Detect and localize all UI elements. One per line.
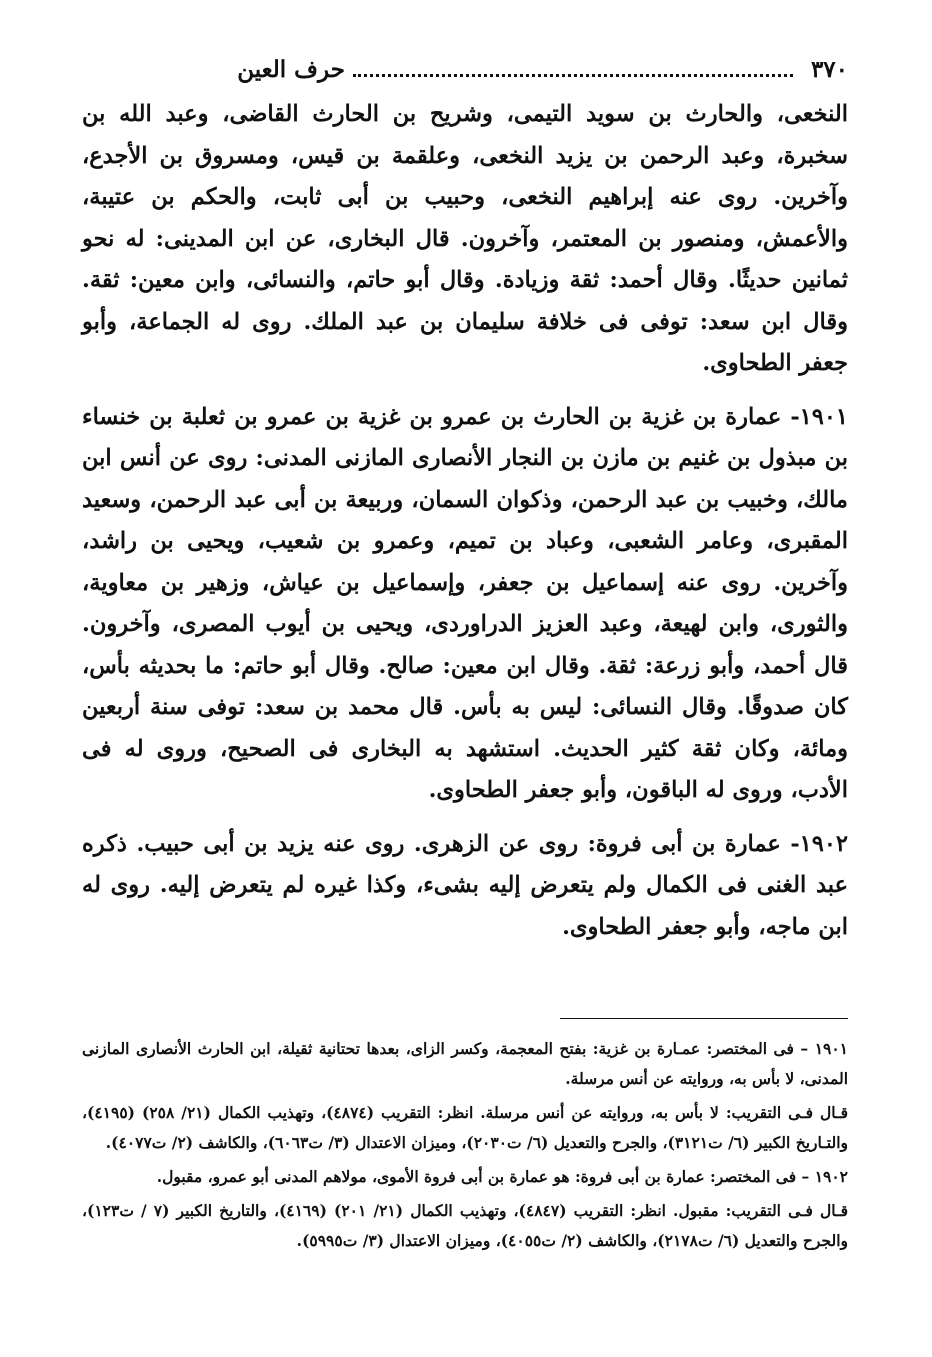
- entry-1901: ١٩٠١- عمارة بن غزية بن الحارث بن عمرو بن غزية بن عمرو بن ثعلبة بن خنساء بن مبذول بن غنيم بن مازن بن النجار الأنصارى المازنى المدنى: روى عن أنس ابن مالك، وخبيب بن عبد الرحمن، وذكوان السمان، وربيعة بن أبى عبد الرحمن، وسعيد المقبرى، وعامر الشعبى، وعباد بن تميم، وعمرو بن شعيب، ويحيى بن راشد، وآخرين. روى عنه إسماعيل بن جعفر، وإسماعيل بن عياش، وزهير بن معاوية، والثورى، وابن لهيعة، وعبد العزيز الدراوردى، ويحيى بن أيوب المصرى، وآخرون. قال أحمد، وأبو زرعة: ثقة. وقال ابن معين: صالح. وقال أبو حاتم: ما بحديثه بأس، كان صدوقًا. وقال النسائى: ليس به بأس. قال محمد بن سعد: توفى سنة أربعين ومائة، وكان ثقة كثير الحديث. استشهد به البخارى فى الصحيح، وروى له فى الأدب، وروى له الباقون، وأبو جعفر الطحاوى.: [82, 403, 848, 803]
- main-text: [82, 94, 848, 948]
- footnotes: [82, 1034, 848, 1256]
- footnote-1902-references: قـال فـى التقريب: مقبول. انظر: التقريب (٤٨٤٧)، وتهذيب الكمال (٢١/ ٢٠١) (٤١٦٩)، والتاريخ الكبير (٧ / ت١٢٣)، والجرح والتعديل (٦/ ت٢١٧٨)، والكاشف (٢/ ت٤٠٥٥)، وميزان الاعتدال (٣/ ت٥٩٩٥).: [82, 1201, 848, 1250]
- footnote-1901-references: قـال فـى التقريب: لا بأس به، وروايته عن أنس مرسلة. انظر: التقريب (٤٨٧٤)، وتهذيب الكمال (٢١/ ٢٥٨) (٤١٩٥)، والتـاريخ الكبير (٦/ ت٣١٢١)، والجرح والتعديل (٦/ ت٢٠٣٠)، وميزان الاعتدال (٣/ ت٦٠٦٣)، والكاشف (٢/ ت٤٠٧٧).: [82, 1103, 848, 1152]
- header-dotted-leader: [353, 74, 793, 77]
- page-number: ٣٧٠: [810, 56, 848, 83]
- footnote-1902-summary: ١٩٠٢ – فى المختصر: عمارة بن أبى فروة: هو عمارة بن أبى فروة الأموى، مولاهم المدنى أبو عمرو، مقبول.: [156, 1167, 848, 1186]
- entry-1902: ١٩٠٢- عمارة بن أبى فروة: روى عن الزهرى. روى عنه يزيد بن أبى حبيب. ذكره عبد الغنى فى الكمال ولم يتعرض إليه بشىء، وكذا غيره لم يتعرض إليه. روى له ابن ماجه، وأبو جعفر الطحاوى.: [82, 830, 848, 940]
- running-header: [84, 56, 848, 83]
- footnote-separator: [560, 1018, 848, 1019]
- chapter-title: حرف العين: [237, 56, 345, 83]
- footnote-1901-summary: ١٩٠١ – فى المختصر: عمـارة بن غزية: بفتح المعجمة، وكسر الزاى، بعدها تحتانية ثقيلة، ابن الحارث الأنصارى المازنى المدنى، لا بأس به، وروايته عن أنس مرسلة.: [82, 1039, 848, 1088]
- paragraph-continuation: النخعى، والحارث بن سويد التيمى، وشريح بن الحارث القاضى، وعبد الله بن سخبرة، وعبد الرحمن بن يزيد النخعى، وعلقمة بن قيس، ومسروق بن الأجدع، وآخرين. روى عنه إبراهيم النخعى، وحبيب بن أبى ثابت، والحكم بن عتيبة، والأعمش، ومنصور بن المعتمر، وآخرون. قال البخارى، عن ابن المدينى: له نحو ثمانين حديثًا. وقال أحمد: ثقة وزيادة. وقال أبو حاتم، والنسائى، وابن معين: ثقة. وقال ابن سعد: توفى فى خلافة سليمان بن عبد الملك. روى له الجماعة، وأبو جعفر الطحاوى.: [82, 101, 848, 376]
